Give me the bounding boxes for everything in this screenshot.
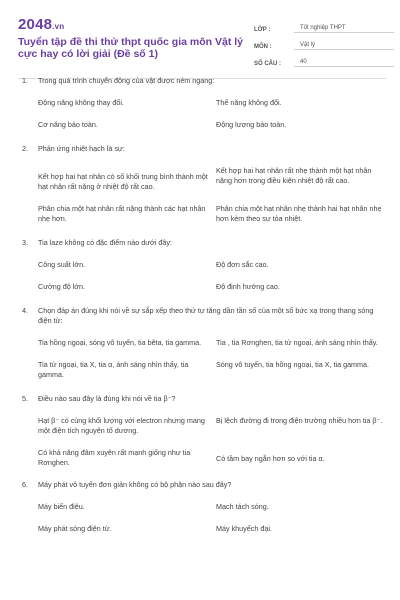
option-d[interactable]: Độ định hướng cao. [216, 282, 280, 291]
question-number: 4. [22, 306, 28, 315]
question-number: 5. [22, 394, 28, 403]
document-header [18, 14, 386, 76]
meta-key: MÔN : [254, 44, 272, 50]
question-text: Phản ứng nhiệt hạch là sự: [38, 144, 125, 153]
question-6 [22, 480, 382, 546]
option-a[interactable]: Công suất lớn. [38, 260, 86, 269]
option-d[interactable]: Có tầm bay ngắn hơn so với tia α. [216, 454, 325, 463]
meta-row-class [254, 18, 394, 33]
option-d[interactable]: Phân chia một hạt nhân nhẹ thành hai hạt nhân nhẹ hơn kèm theo sự tỏa nhiệt. [216, 204, 382, 223]
question-text: Trong quá trình chuyển động của vật được ném ngang: [38, 76, 215, 85]
option-a[interactable]: Máy biến điệu. [38, 502, 85, 511]
logo-suffix: .vn [52, 22, 65, 31]
question-text: Tia laze không có đặc điểm nào dưới đây: [38, 238, 172, 247]
site-logo[interactable] [18, 16, 64, 33]
option-b[interactable]: Độ đơn sắc cao. [216, 260, 269, 269]
option-c[interactable]: Cơ năng bảo toàn. [38, 120, 98, 129]
option-a[interactable]: Kết hợp hai hạt nhân có số khối trung bình thành một hạt nhân rất nặng ở nhiệt độ rất cao. [38, 172, 208, 191]
document-meta [254, 18, 394, 69]
meta-value: Tốt nghiệp THPT [294, 25, 394, 33]
option-b[interactable]: Thế năng không đổi. [216, 98, 282, 107]
question-5 [22, 394, 382, 480]
option-c[interactable]: Tia tử ngoại, tia X, tia α, ánh sáng nhìn thấy, tia gamma. [38, 360, 189, 379]
option-d[interactable]: Sóng vô tuyến, tia hồng ngoại, tia X, tia gamma. [216, 360, 370, 369]
document-title: Tuyển tập đề thi thử thpt quốc gia môn Vật lý cực hay có lời giải (Đề số 1) [18, 36, 243, 60]
option-a[interactable]: Hạt β⁻ có cùng khối lượng với electron nhưng mang một điện tích nguyên tố dương. [38, 416, 205, 435]
question-number: 1. [22, 76, 28, 85]
option-b[interactable]: Tia , tia Rơnghen, tia tử ngoại, ánh sáng nhìn thấy. [216, 338, 378, 347]
question-1 [22, 76, 382, 142]
meta-key: SỐ CÂU : [254, 61, 281, 67]
meta-value: 40 [294, 59, 394, 67]
question-2 [22, 144, 382, 236]
logo-main: 2048 [18, 16, 53, 33]
option-b[interactable]: Bị lệch đường đi trong điện trường nhiều hơn tia β⁻. [216, 416, 383, 425]
question-4 [22, 306, 382, 392]
option-c[interactable]: Có khả năng đâm xuyên rất mạnh giống như tia Rơnghen. [38, 448, 191, 467]
option-a[interactable]: Động năng không thay đổi. [38, 98, 124, 107]
question-list [22, 76, 382, 546]
option-a[interactable]: Tia hồng ngoại, sóng vô tuyến, tia bêta, tia gamma. [38, 338, 202, 347]
option-b[interactable]: Kết hợp hai hạt nhân rất nhẹ thành một hạt nhân nặng hơn trong điều kiện nhiệt độ rất cao. [216, 166, 372, 185]
meta-value: Vật lý [294, 42, 394, 50]
option-d[interactable]: Máy khuyếch đại. [216, 524, 272, 533]
meta-key: LỚP : [254, 27, 271, 33]
option-c[interactable]: Máy phát sóng điện từ. [38, 524, 112, 533]
question-number: 2. [22, 144, 28, 153]
option-c[interactable]: Cường độ lớn. [38, 282, 86, 291]
option-d[interactable]: Động lượng bảo toàn. [216, 120, 287, 129]
meta-row-subject [254, 35, 394, 50]
meta-row-count [254, 52, 394, 67]
option-b[interactable]: Mạch tách sóng. [216, 502, 269, 511]
question-text: Máy phát vô tuyến đơn giản không có bộ phận nào sau đây? [38, 480, 232, 489]
question-text: Điều nào sau đây là đúng khi nói về tia β⁻? [38, 394, 176, 403]
question-number: 3. [22, 238, 28, 247]
question-text: Chọn đáp án đúng khi nói về sự sắp xếp theo thứ tự tăng dần tần số của một số bức xạ trong thang sóng điện từ: [38, 306, 374, 325]
option-c[interactable]: Phân chia một hạt nhân rất nặng thành các hạt nhân nhẹ hơn. [38, 204, 206, 223]
question-number: 6. [22, 480, 28, 489]
question-3 [22, 238, 382, 304]
